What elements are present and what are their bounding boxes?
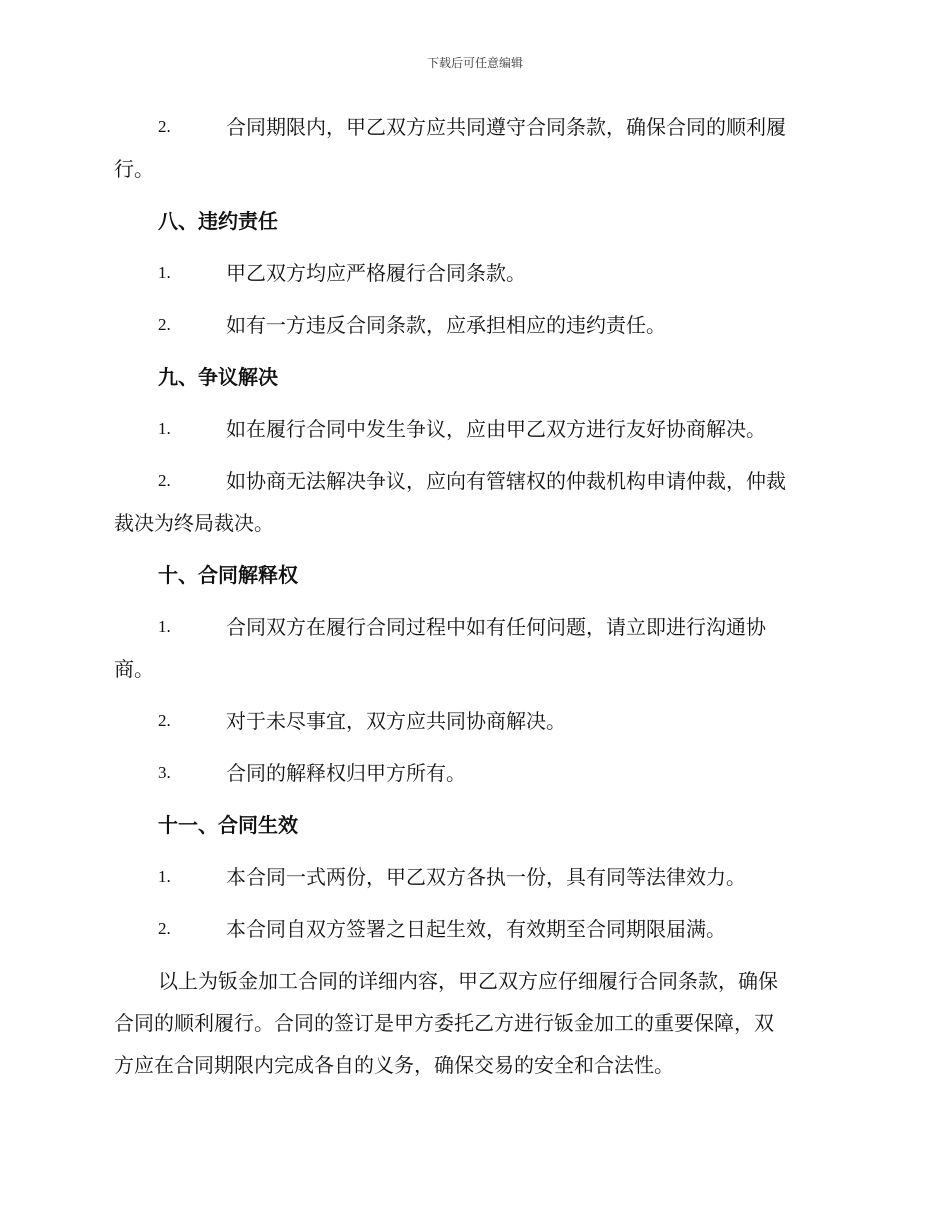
item-number: 2. bbox=[158, 315, 171, 334]
clause-10-item-3 bbox=[114, 752, 836, 794]
item-text-line-1: 对于未尽事宜，双方应共同协商解决。 bbox=[226, 709, 566, 733]
item-text-line-1: 如协商无法解决争议，应向有管辖权的仲裁机构申请仲裁，仲裁 bbox=[226, 469, 786, 493]
clause-10-item-1 bbox=[114, 606, 836, 690]
item-number: 1. bbox=[158, 617, 171, 636]
item-text-line-1: 如在履行合同中发生争议，应由甲乙双方进行友好协商解决。 bbox=[226, 417, 766, 441]
item-text-line-2: 行。 bbox=[114, 157, 154, 181]
header-note: 下载后可任意编辑 bbox=[426, 56, 523, 70]
clause-7-item-2 bbox=[114, 106, 836, 190]
item-text-line-1: 本合同自双方签署之日起生效，有效期至合同期限届满。 bbox=[226, 917, 726, 941]
item-number: 1. bbox=[158, 867, 171, 886]
item-number: 1. bbox=[158, 263, 171, 282]
item-number: 2. bbox=[158, 919, 171, 938]
item-number: 2. bbox=[158, 117, 171, 136]
item-text-line-1: 合同的解释权归甲方所有。 bbox=[226, 761, 466, 785]
section-heading-breach: 八、违约责任 bbox=[158, 209, 278, 233]
clause-11-item-1 bbox=[114, 856, 836, 898]
item-text-line-1: 合同双方在履行合同过程中如有任何问题，请立即进行沟通协 bbox=[226, 615, 766, 639]
closing-line-1: 以上为钣金加工合同的详细内容，甲乙双方应仔细履行合同条款，确保 bbox=[158, 969, 778, 993]
section-heading-interpretation: 十、合同解释权 bbox=[158, 563, 298, 587]
closing-line-2: 合同的顺利履行。合同的签订是甲方委托乙方进行钣金加工的重要保障，双 bbox=[114, 1011, 774, 1035]
clause-8-item-2 bbox=[114, 304, 836, 346]
closing-line-3: 方应在合同期限内完成各自的义务，确保交易的安全和合法性。 bbox=[114, 1053, 674, 1077]
item-number: 1. bbox=[158, 419, 171, 438]
item-number: 2. bbox=[158, 711, 171, 730]
item-text-line-1: 本合同一式两份，甲乙双方各执一份，具有同等法律效力。 bbox=[226, 865, 746, 889]
item-text-line-2: 商。 bbox=[114, 657, 154, 681]
clause-8-item-1 bbox=[114, 252, 836, 294]
clause-9-item-1 bbox=[114, 408, 836, 450]
clause-9-item-2 bbox=[114, 460, 836, 544]
clause-11-item-2 bbox=[114, 908, 836, 950]
item-text-line-1: 合同期限内，甲乙双方应共同遵守合同条款，确保合同的顺利履 bbox=[226, 115, 786, 139]
item-text-line-1: 甲乙双方均应严格履行合同条款。 bbox=[226, 261, 526, 285]
item-text-line-1: 如有一方违反合同条款，应承担相应的违约责任。 bbox=[226, 313, 666, 337]
document-body bbox=[114, 106, 836, 1086]
section-heading-effectiveness: 十一、合同生效 bbox=[158, 813, 298, 837]
closing-paragraph bbox=[114, 960, 836, 1086]
item-number: 3. bbox=[158, 763, 171, 782]
item-number: 2. bbox=[158, 471, 171, 490]
clause-10-item-2 bbox=[114, 700, 836, 742]
item-text-line-2: 裁决为终局裁决。 bbox=[114, 511, 274, 535]
section-heading-dispute: 九、争议解决 bbox=[158, 365, 278, 389]
